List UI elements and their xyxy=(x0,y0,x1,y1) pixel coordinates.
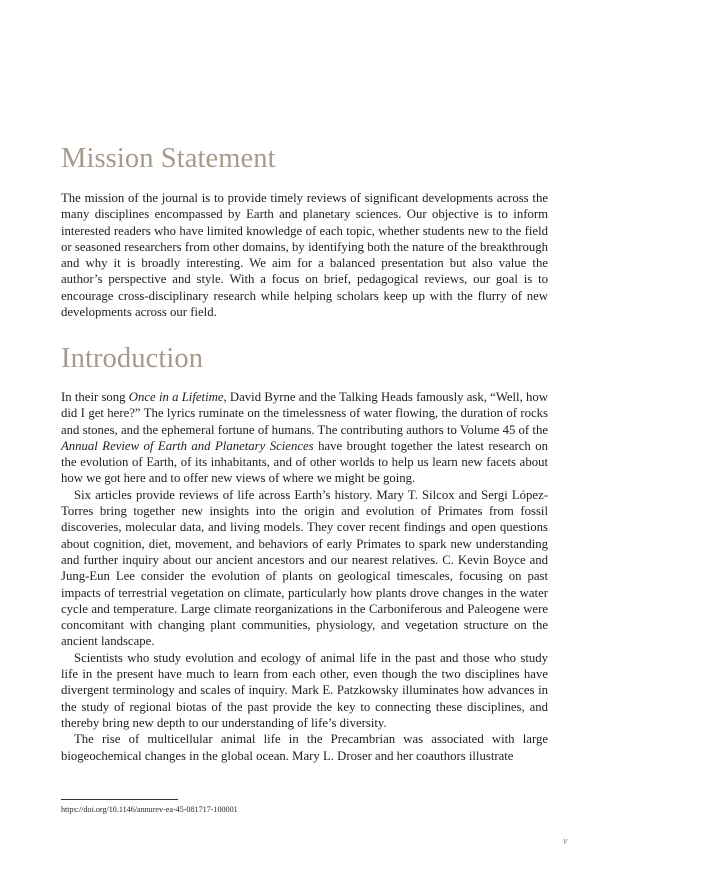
introduction-body xyxy=(61,389,548,764)
journal-title: Annual Review of Earth and Planetary Sciences xyxy=(61,438,314,453)
paragraph-1-text-c: have brought together the latest research on the evolution of Earth, of its inhabitants, and of other worlds to help us learn new facets about how we got here and to offer new views of where we might be going. xyxy=(61,438,548,486)
mission-statement-paragraph: The mission of the journal is to provide timely reviews of significant developments across the many disciplines encompassed by Earth and planetary sciences. Our objective is to inform interested readers who have limited knowledge of each topic, whether students new to the field or seasoned researchers from other domains, by identifying both the nature of the breakthrough and why it is broadly interesting. We aim for a balanced presentation but also value the author’s perspective and style. With a focus on brief, pedagogical reviews, our goal is to encourage cross-disciplinary research while helping scholars keep up with the flurry of new developments across our field. xyxy=(61,191,548,320)
paragraph-1-text-a: In their song xyxy=(61,390,129,404)
mission-statement-heading: Mission Statement xyxy=(61,143,276,174)
mission-statement-body xyxy=(61,190,548,320)
introduction-paragraph-3: Scientists who study evolution and ecology of animal life in the past and those who study life in the present have much to learn from each other, even though the two disciplines have divergent terminology and scales of inquiry. Mark E. Patzkowsky illuminates how advances in the study of regional biotas of the past provide the key to connecting these disciplines, and thereby bring new depth to our understanding of life’s diversity. xyxy=(61,650,548,730)
introduction-paragraph-4: The rise of multicellular animal life in the Precambrian was associated with large biogeochemical changes in the global ocean. Mary L. Droser and her coauthors illustrate xyxy=(61,732,548,763)
paragraph-1-text-b: , David Byrne and the Talking Heads famously ask, “Well, how did I get here?” The lyrics ruminate on the timelessness of water flowing, the duration of rocks and stones, and the ephemeral fortune of humans. The contributing authors to Volume 45 of the xyxy=(61,390,548,437)
page-number: v xyxy=(563,836,568,847)
song-title: Once in a Lifetime xyxy=(128,390,224,404)
introduction-heading: Introduction xyxy=(61,343,204,374)
introduction-paragraph-2: Six articles provide reviews of life across Earth’s history. Mary T. Silcox and Sergi López-Torres bring together new insights into the origin and evolution of Primates from fossil discoveries, molecular data, and living models. They cover recent findings and open questions about cognition, diet, movement, and behaviors of early Primates to spark new understanding and further inquiry about our ancient ancestors and our nearest relatives. C. Kevin Boyce and Jung-Eun Lee consider the evolution of plants on geological timescales, focusing on past impacts of terrestrial vegetation on climate, particularly how plants drove changes in the water cycle and temperature. Large climate reorganizations in the Carboniferous and Paleogene were concomitant with changing plant communities, physiology, and vegetation structure on the ancient landscape. xyxy=(61,487,548,649)
footnote-divider xyxy=(61,799,178,800)
introduction-paragraph-1 xyxy=(61,389,548,487)
doi-link[interactable]: https://doi.org/10.1146/annurev-ea-45-081717-100001 xyxy=(61,805,238,814)
